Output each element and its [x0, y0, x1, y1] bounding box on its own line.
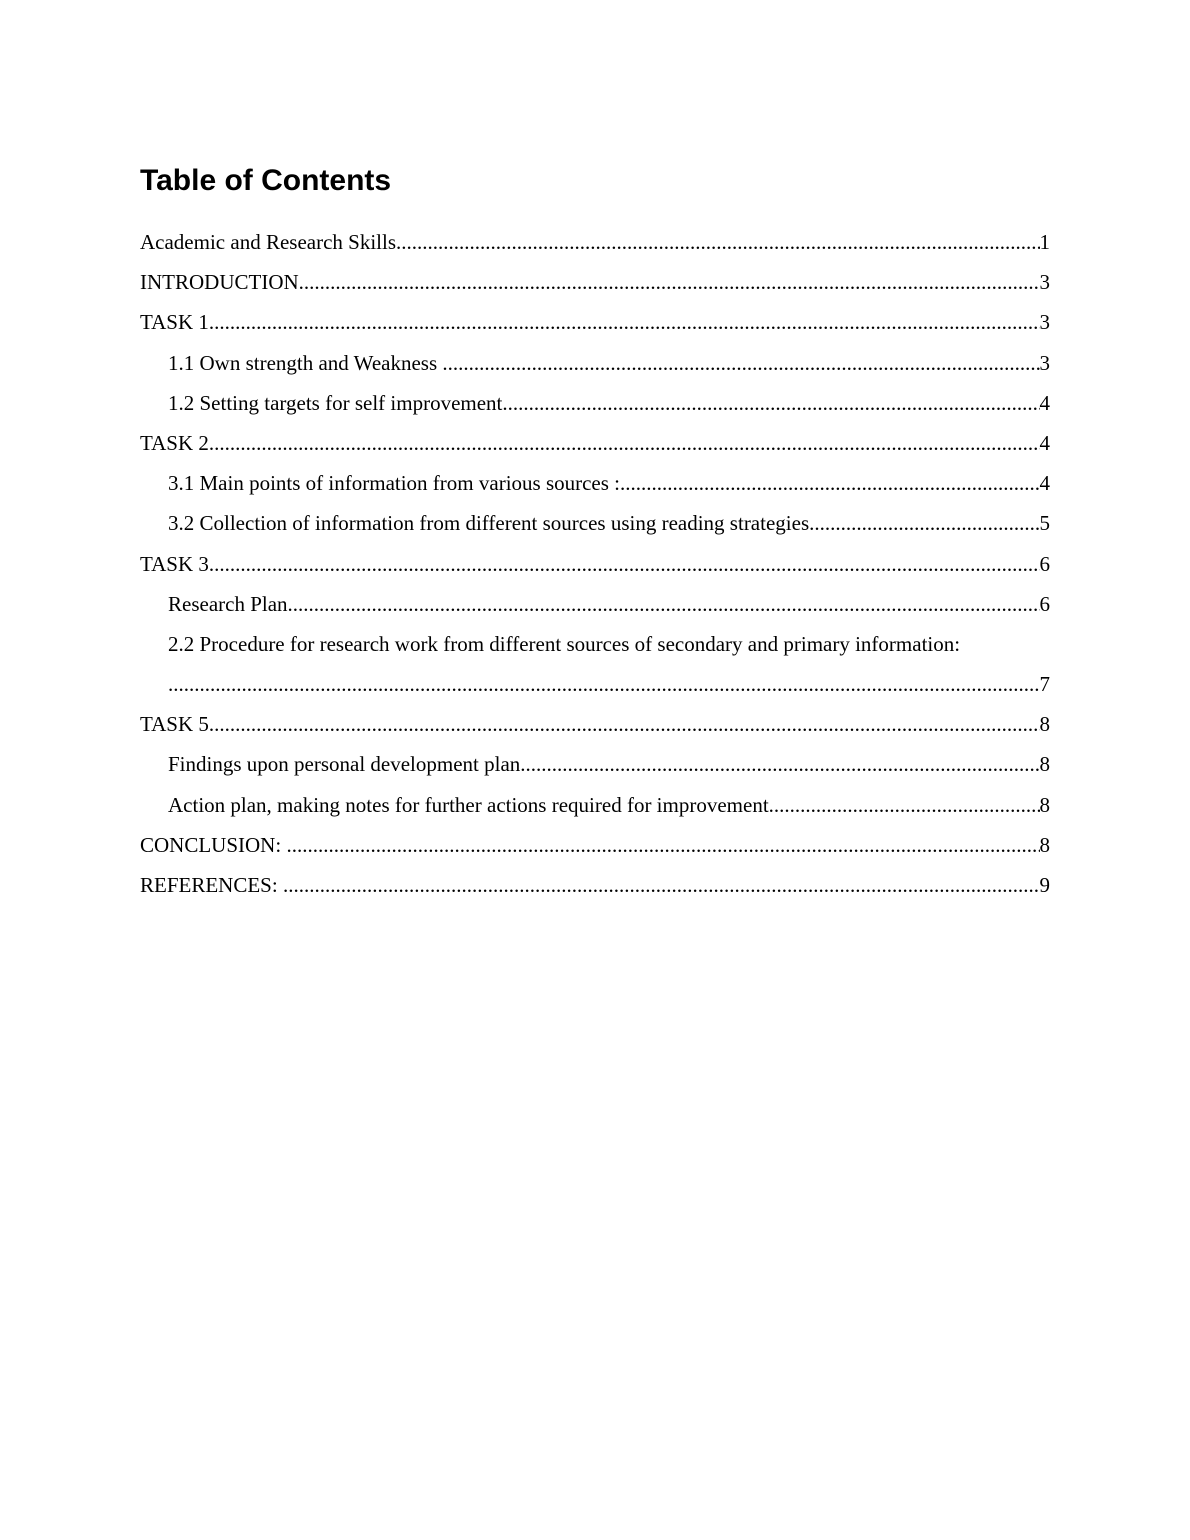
- toc-entry-academic-research-skills[interactable]: [140, 222, 1050, 262]
- toc-page-number: 3: [1039, 270, 1050, 295]
- toc-page-number: 4: [1039, 430, 1050, 455]
- toc-page-number: 1: [1039, 230, 1050, 254]
- toc-entry-label: CONCLUSION:: [140, 832, 287, 857]
- toc-leader-dots: [288, 584, 1040, 624]
- toc-entry-setting-targets[interactable]: [140, 383, 1050, 423]
- toc-entry-label: Research Plan: [168, 591, 288, 616]
- toc-page-number: 5: [1039, 511, 1050, 536]
- toc-leader-dots: [286, 825, 1039, 865]
- toc-entry-label: REFERENCES:: [140, 873, 283, 897]
- toc-heading: Table of Contents: [140, 164, 392, 197]
- toc-entry-label: Action plan, making notes for further actions required for improvement: [168, 792, 769, 817]
- toc-page-number: 8: [1039, 792, 1050, 817]
- toc-entry-collection-of-information[interactable]: [140, 503, 1050, 543]
- toc-page-number: 6: [1039, 551, 1050, 576]
- toc-entry-references[interactable]: [140, 865, 1050, 905]
- toc-entry-label: TASK 3: [140, 551, 209, 576]
- toc-entry-label: 1.2 Setting targets for self improvement: [168, 390, 503, 415]
- toc-leader-dots: [442, 343, 1039, 383]
- toc-entry-label: Findings upon personal development plan: [168, 752, 521, 777]
- toc-leader-dots: [769, 785, 1040, 825]
- toc-entry-label: TASK 5: [140, 712, 209, 737]
- toc-page-number: 9: [1039, 873, 1050, 897]
- toc-leader-dots: [502, 383, 1039, 423]
- toc-page-number: 8: [1039, 752, 1050, 777]
- toc-entry-label: 3.1 Main points of information from various sources :: [168, 471, 621, 496]
- toc-entry-label: TASK 2: [140, 430, 209, 455]
- toc-entry-findings[interactable]: [140, 744, 1050, 784]
- toc-leader-dots: [396, 222, 1040, 262]
- toc-entry-conclusion[interactable]: [140, 825, 1050, 865]
- toc-entry-label: INTRODUCTION: [140, 270, 299, 295]
- toc-entry-main-points[interactable]: [140, 463, 1050, 503]
- toc-leader-dots: [620, 463, 1039, 503]
- toc-entry-research-procedure[interactable]: [140, 624, 1050, 704]
- toc-leader-dots: [209, 302, 1040, 342]
- toc-entry-label: TASK 1: [140, 310, 209, 335]
- toc-page-number: 3: [1039, 350, 1050, 375]
- toc-page-number: 4: [1039, 471, 1050, 496]
- toc-entry-label: 3.2 Collection of information from different sources using reading strategies: [168, 511, 810, 536]
- toc-leader-dots: [209, 423, 1040, 463]
- toc-leader-dots: [168, 664, 1040, 704]
- toc-entry-task-2[interactable]: [140, 423, 1050, 463]
- toc-leader-dots: [299, 262, 1040, 302]
- toc-leader-dots: [809, 503, 1039, 543]
- toc-leader-dots: [520, 744, 1039, 784]
- toc-entry-task-3[interactable]: [140, 544, 1050, 584]
- toc-page-number: 4: [1039, 390, 1050, 415]
- toc-entry-task-5[interactable]: [140, 704, 1050, 744]
- toc-entry-action-plan[interactable]: [140, 785, 1050, 825]
- toc-list: [140, 222, 1050, 905]
- toc-entry-continuation: [168, 664, 1050, 704]
- toc-leader-dots: [209, 704, 1040, 744]
- toc-page-number: 8: [1039, 832, 1050, 857]
- toc-page-number: 6: [1039, 591, 1050, 616]
- toc-entry-label: Academic and Research Skills: [140, 230, 396, 254]
- toc-entry-task-1[interactable]: [140, 302, 1050, 342]
- toc-leader-dots: [283, 865, 1040, 905]
- toc-entry-introduction[interactable]: [140, 262, 1050, 302]
- toc-entry-research-plan[interactable]: [140, 584, 1050, 624]
- toc-entry-label: 2.2 Procedure for research work from different sources of secondary and primary information:: [168, 631, 961, 656]
- toc-page-number: 8: [1039, 712, 1050, 737]
- toc-leader-dots: [209, 544, 1040, 584]
- toc-page-number: 3: [1039, 310, 1050, 335]
- toc-page-number: 7: [1039, 672, 1050, 697]
- toc-entry-own-strength-weakness[interactable]: [140, 343, 1050, 383]
- toc-entry-label: 1.1 Own strength and Weakness: [168, 350, 443, 375]
